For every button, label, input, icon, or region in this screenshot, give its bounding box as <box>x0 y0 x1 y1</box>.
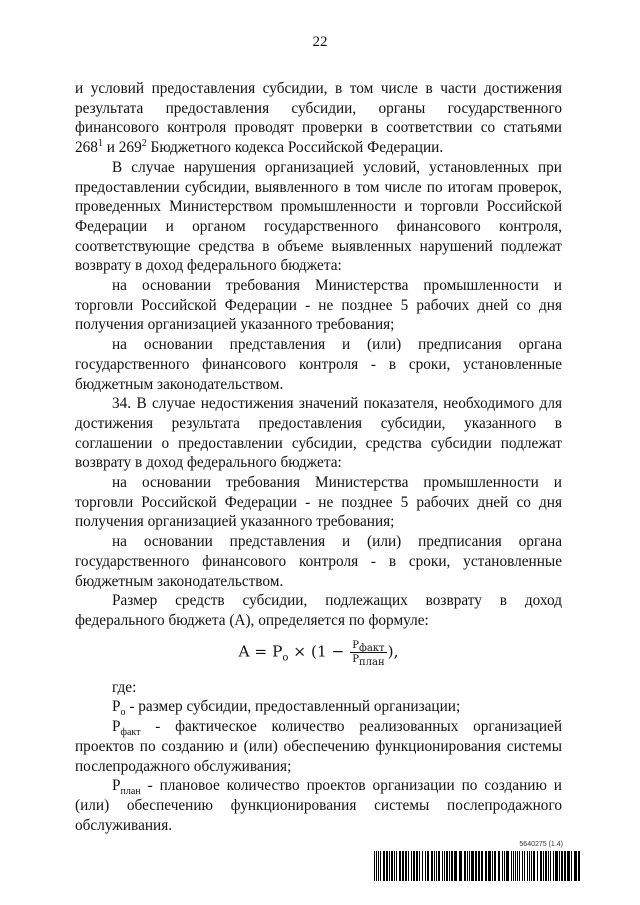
page-number: 22 <box>312 34 328 50</box>
where-label: где: <box>112 678 137 696</box>
definition-p-plan: $P_{план}$ - плановое количество проектов организации по созданию и (или) обеспечению функционирования системы послепродажного обслуживания. <box>75 777 562 834</box>
paragraph-2: В случае нарушения организацией условий, установленных при предоставлении субсидии, выявленного в том числе по итогам проверок, проведенных Министерством промышленности и торговли Российской Федерации и органом государственного финансового контроля, соответствующие средства в объеме выявленных нарушений подлежат возврату в доход федерального бюджета: <box>75 158 562 275</box>
paragraph-7: на основании представления и (или) предписания органа государственного финансового контроля - в сроки, установленные бюджетным законодательством. <box>75 533 562 590</box>
paragraph-6: на основании требования Министерства промышленности и торговли Российской Федерации - не позднее 5 рабочих дней со дня получения организацией указанного требования; <box>75 474 562 531</box>
formula-fraction: $\frac{P_{факт}}{P_{план}}$ <box>352 639 385 668</box>
paragraph-8: Размер средств субсидии, подлежащих возврату в доход федерального бюджета (А), определяется по формуле: <box>75 592 562 629</box>
paragraph-1: и условий предоставления субсидии, в том числе в части достижения результата предоставления субсидии, органы государственного финансового контроля проводят проверки в соответствии со статьями $268^1$ и $269^2$ Бюджетного кодекса Российской Федерации. <box>75 80 562 157</box>
paragraph-4: на основании представления и (или) предписания органа государственного финансового контроля - в сроки, установленные бюджетным законодательством. <box>75 336 562 393</box>
barcode <box>374 851 580 881</box>
paragraph-3: на основании требования Министерства промышленности и торговли Российской Федерации - не позднее 5 рабочих дней со дня получения организацией указанного требования; <box>75 277 562 334</box>
paragraph-34: 34. В случае недостижения значений показателя, необходимого для достижения результата предоставления субсидии, указанного в соглашении о предоставлении субсидии, средства субсидии подлежат возврату в доход федерального бюджета: <box>75 395 562 472</box>
definition-p-o: $P_о$ - размер субсидии, предоставленный организации; <box>112 698 461 719</box>
return-formula: $A = P_о \times (1$ − $\frac{P_{факт}}{P_{план}}$ ), <box>238 639 399 668</box>
document-code: 5640275 (1.4) <box>519 841 563 848</box>
definition-p-fakt: $P_{факт}$ - фактическое количество реализованных организацией проектов по созданию и (или) обеспечению функционирования системы послепродажного обслуживания; <box>75 718 562 775</box>
body-text <box>75 79 562 835</box>
